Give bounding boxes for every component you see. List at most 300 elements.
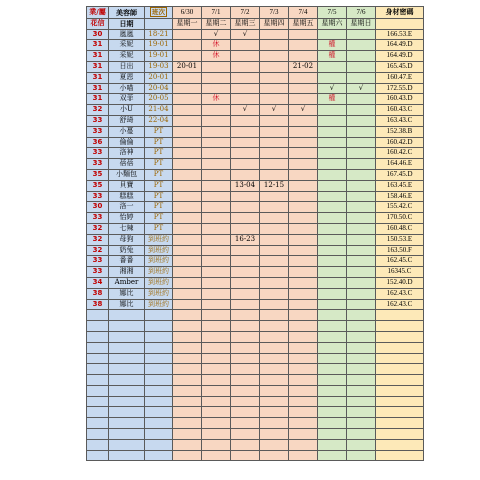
table-row	[87, 137, 424, 148]
shift-cell: 21-04	[145, 105, 173, 116]
weekday-3: 星期四	[260, 18, 289, 29]
day-cell	[202, 148, 231, 159]
day-cell: 權	[318, 40, 347, 51]
day-cell	[231, 94, 260, 105]
day-cell	[318, 29, 347, 40]
measure-cell: 158.46.E	[376, 191, 424, 202]
empty-cell	[347, 331, 376, 342]
empty-cell	[260, 353, 289, 364]
empty-cell	[376, 396, 424, 407]
measure-cell: 162.43.C	[376, 299, 424, 310]
day-cell	[347, 40, 376, 51]
day-cell	[318, 180, 347, 191]
day-cell	[347, 299, 376, 310]
measure-cell: 160.43.C	[376, 105, 424, 116]
day-cell	[318, 72, 347, 83]
day-cell	[318, 61, 347, 72]
stylist-name-cell: 奶兔	[109, 245, 145, 256]
day-cell	[347, 169, 376, 180]
day-cell	[347, 126, 376, 137]
empty-cell	[145, 429, 173, 440]
seniority-cell: 32	[87, 245, 109, 256]
stylist-name-cell: 采妮	[109, 51, 145, 62]
empty-cell	[202, 418, 231, 429]
day-cell	[289, 159, 318, 170]
empty-cell	[202, 342, 231, 353]
empty-cell	[145, 450, 173, 461]
shift-cell: 到班約	[145, 245, 173, 256]
empty-cell	[376, 375, 424, 386]
measure-cell: 162.45.C	[376, 256, 424, 267]
date-6: 7/6	[347, 7, 376, 19]
date-3: 7/3	[260, 7, 289, 19]
stylist-name-cell: 糕糕	[109, 191, 145, 202]
day-cell	[289, 223, 318, 234]
empty-row	[87, 418, 424, 429]
empty-row	[87, 310, 424, 321]
empty-cell	[347, 450, 376, 461]
seniority-cell: 30	[87, 202, 109, 213]
empty-row	[87, 331, 424, 342]
day-cell	[173, 105, 202, 116]
table-row	[87, 256, 424, 267]
empty-cell	[145, 342, 173, 353]
day-cell	[260, 137, 289, 148]
seniority-cell: 32	[87, 234, 109, 245]
day-cell	[289, 267, 318, 278]
shift-cell: 到班約	[145, 277, 173, 288]
table-row	[87, 223, 424, 234]
day-cell	[289, 277, 318, 288]
empty-cell	[145, 364, 173, 375]
empty-cell	[202, 385, 231, 396]
day-cell	[202, 267, 231, 278]
day-cell	[318, 115, 347, 126]
table-row	[87, 115, 424, 126]
day-cell	[347, 202, 376, 213]
empty-cell	[376, 331, 424, 342]
day-cell	[231, 148, 260, 159]
date-5: 7/5	[318, 7, 347, 19]
measure-cell: 172.55.D	[376, 83, 424, 94]
empty-cell	[145, 375, 173, 386]
day-cell	[289, 191, 318, 202]
table-row	[87, 148, 424, 159]
empty-cell	[109, 321, 145, 332]
day-cell	[202, 288, 231, 299]
day-cell	[318, 223, 347, 234]
day-cell	[202, 299, 231, 310]
empty-cell	[231, 407, 260, 418]
empty-cell	[202, 364, 231, 375]
day-cell	[347, 94, 376, 105]
table-row	[87, 169, 424, 180]
shift-cell: 20-05	[145, 94, 173, 105]
empty-cell	[173, 321, 202, 332]
day-cell	[202, 191, 231, 202]
day-cell	[173, 267, 202, 278]
empty-cell	[87, 396, 109, 407]
table-row	[87, 126, 424, 137]
empty-cell	[260, 385, 289, 396]
empty-cell	[145, 439, 173, 450]
empty-cell	[318, 364, 347, 375]
table-row	[87, 83, 424, 94]
empty-row	[87, 396, 424, 407]
seniority-cell: 33	[87, 256, 109, 267]
day-cell	[231, 202, 260, 213]
table-row	[87, 159, 424, 170]
shift-cell: PT	[145, 137, 173, 148]
empty-cell	[202, 439, 231, 450]
empty-cell	[347, 407, 376, 418]
date-2: 7/2	[231, 7, 260, 19]
day-cell	[260, 126, 289, 137]
empty-cell	[289, 407, 318, 418]
day-cell	[173, 191, 202, 202]
empty-cell	[109, 364, 145, 375]
empty-cell	[376, 353, 424, 364]
empty-cell	[173, 407, 202, 418]
day-cell	[202, 126, 231, 137]
stylist-name-cell: 双菲	[109, 94, 145, 105]
shift-cell: PT	[145, 169, 173, 180]
empty-cell	[173, 396, 202, 407]
seniority-cell: 33	[87, 159, 109, 170]
empty-cell	[231, 396, 260, 407]
day-cell	[231, 223, 260, 234]
day-cell	[173, 245, 202, 256]
day-cell	[173, 115, 202, 126]
empty-cell	[376, 342, 424, 353]
empty-cell	[145, 310, 173, 321]
day-cell	[347, 29, 376, 40]
table-row	[87, 288, 424, 299]
seniority-cell: 32	[87, 105, 109, 116]
measure-cell: 167.45.D	[376, 169, 424, 180]
measure-cell: 160.47.E	[376, 72, 424, 83]
empty-cell	[289, 439, 318, 450]
empty-cell	[231, 364, 260, 375]
day-cell	[318, 267, 347, 278]
empty-cell	[260, 429, 289, 440]
date-1: 7/1	[202, 7, 231, 19]
day-cell	[260, 29, 289, 40]
table-row	[87, 94, 424, 105]
stylist-name-cell: 洛神	[109, 148, 145, 159]
day-cell	[318, 126, 347, 137]
shift-cell: 18-21	[145, 29, 173, 40]
seniority-cell: 35	[87, 180, 109, 191]
day-cell	[173, 137, 202, 148]
day-cell: 休	[202, 40, 231, 51]
measure-cell: 160.42.C	[376, 148, 424, 159]
day-cell	[260, 299, 289, 310]
empty-cell	[145, 321, 173, 332]
day-cell	[231, 245, 260, 256]
empty-cell	[109, 353, 145, 364]
seniority-cell: 32	[87, 223, 109, 234]
empty-cell	[87, 342, 109, 353]
measure-cell: 170.50.C	[376, 213, 424, 224]
empty-cell	[260, 450, 289, 461]
day-cell	[289, 213, 318, 224]
day-cell: √	[318, 83, 347, 94]
day-cell	[173, 94, 202, 105]
day-cell	[260, 213, 289, 224]
empty-cell	[202, 429, 231, 440]
header-shift-label: 班次	[152, 8, 165, 16]
day-cell	[347, 213, 376, 224]
seniority-cell: 31	[87, 61, 109, 72]
weekday-4: 星期五	[289, 18, 318, 29]
day-cell	[202, 202, 231, 213]
day-cell	[202, 223, 231, 234]
day-cell	[173, 51, 202, 62]
empty-cell	[231, 321, 260, 332]
day-cell	[318, 277, 347, 288]
day-cell	[231, 72, 260, 83]
day-cell	[318, 299, 347, 310]
shift-cell: 19-01	[145, 40, 173, 51]
day-cell	[347, 191, 376, 202]
empty-cell	[202, 450, 231, 461]
shift-cell: 到班約	[145, 267, 173, 278]
empty-cell	[376, 321, 424, 332]
seniority-cell: 33	[87, 148, 109, 159]
seniority-cell: 30	[87, 29, 109, 40]
day-cell	[173, 223, 202, 234]
seniority-cell: 33	[87, 191, 109, 202]
day-cell	[260, 277, 289, 288]
day-cell	[260, 94, 289, 105]
day-cell	[347, 256, 376, 267]
shift-cell: 到班約	[145, 234, 173, 245]
day-cell	[347, 159, 376, 170]
day-cell	[289, 40, 318, 51]
day-cell	[173, 277, 202, 288]
empty-cell	[109, 310, 145, 321]
day-cell	[260, 256, 289, 267]
empty-cell	[376, 418, 424, 429]
measure-cell: 152.40.D	[376, 277, 424, 288]
header-seniority-2: 花信	[87, 18, 109, 29]
day-cell	[173, 83, 202, 94]
day-cell	[260, 61, 289, 72]
empty-cell	[289, 321, 318, 332]
empty-row	[87, 364, 424, 375]
table-row	[87, 213, 424, 224]
day-cell	[289, 72, 318, 83]
day-cell	[173, 213, 202, 224]
empty-cell	[260, 418, 289, 429]
empty-cell	[289, 429, 318, 440]
day-cell	[260, 245, 289, 256]
measure-cell: 164.46.E	[376, 159, 424, 170]
day-cell	[347, 223, 376, 234]
seniority-cell: 35	[87, 169, 109, 180]
empty-cell	[318, 429, 347, 440]
day-cell	[318, 148, 347, 159]
day-cell	[231, 191, 260, 202]
shift-cell: PT	[145, 191, 173, 202]
table-row	[87, 245, 424, 256]
day-cell	[260, 202, 289, 213]
day-cell	[260, 51, 289, 62]
day-cell	[173, 169, 202, 180]
day-cell	[231, 267, 260, 278]
empty-cell	[347, 439, 376, 450]
empty-cell	[145, 407, 173, 418]
empty-cell	[260, 331, 289, 342]
empty-cell	[109, 375, 145, 386]
day-cell	[173, 29, 202, 40]
empty-cell	[318, 321, 347, 332]
empty-cell	[289, 342, 318, 353]
seniority-cell: 31	[87, 51, 109, 62]
day-cell	[231, 277, 260, 288]
table-row	[87, 51, 424, 62]
shift-cell: 19-03	[145, 61, 173, 72]
empty-cell	[376, 407, 424, 418]
schedule-table	[86, 6, 424, 461]
stylist-name-cell: 娜比	[109, 299, 145, 310]
empty-cell	[202, 353, 231, 364]
day-cell	[318, 137, 347, 148]
empty-cell	[231, 439, 260, 450]
empty-cell	[376, 450, 424, 461]
day-cell: 16-23	[231, 234, 260, 245]
day-cell	[347, 180, 376, 191]
day-cell	[260, 83, 289, 94]
day-cell	[289, 180, 318, 191]
table-row	[87, 29, 424, 40]
day-cell	[202, 277, 231, 288]
day-cell	[289, 51, 318, 62]
day-cell	[202, 72, 231, 83]
empty-cell	[87, 418, 109, 429]
header-measure: 身材密碼	[376, 7, 424, 19]
day-cell	[289, 202, 318, 213]
empty-cell	[289, 353, 318, 364]
table-row	[87, 299, 424, 310]
shift-cell: 到班約	[145, 299, 173, 310]
empty-cell	[202, 331, 231, 342]
day-cell: √	[260, 105, 289, 116]
stylist-name-cell: 貝寶	[109, 180, 145, 191]
day-cell	[260, 40, 289, 51]
empty-cell	[109, 396, 145, 407]
empty-cell	[231, 429, 260, 440]
day-cell	[231, 51, 260, 62]
day-cell	[347, 245, 376, 256]
empty-row	[87, 439, 424, 450]
day-cell	[260, 288, 289, 299]
day-cell	[318, 256, 347, 267]
empty-cell	[318, 353, 347, 364]
day-cell	[260, 159, 289, 170]
empty-cell	[173, 418, 202, 429]
day-cell	[347, 234, 376, 245]
day-cell	[173, 256, 202, 267]
empty-cell	[289, 418, 318, 429]
empty-cell	[173, 375, 202, 386]
day-cell	[347, 72, 376, 83]
shift-cell: PT	[145, 159, 173, 170]
day-cell: 21-02	[289, 61, 318, 72]
empty-cell	[347, 353, 376, 364]
measure-cell: 162.43.C	[376, 288, 424, 299]
day-cell	[202, 105, 231, 116]
measure-cell: 166.53.E	[376, 29, 424, 40]
shift-cell: 到班約	[145, 256, 173, 267]
empty-cell	[347, 396, 376, 407]
stylist-name-cell: 小蔓	[109, 126, 145, 137]
empty-cell	[87, 407, 109, 418]
empty-cell	[260, 310, 289, 321]
day-cell	[202, 83, 231, 94]
day-cell	[289, 148, 318, 159]
day-cell	[318, 169, 347, 180]
empty-cell	[202, 310, 231, 321]
measure-cell: 160.48.C	[376, 223, 424, 234]
day-cell: √	[231, 29, 260, 40]
day-cell	[231, 299, 260, 310]
day-cell	[289, 126, 318, 137]
empty-cell	[87, 429, 109, 440]
empty-cell	[260, 407, 289, 418]
table-row	[87, 234, 424, 245]
table-row	[87, 72, 424, 83]
shift-cell: PT	[145, 180, 173, 191]
empty-cell	[260, 342, 289, 353]
day-cell: √	[347, 83, 376, 94]
day-cell	[289, 245, 318, 256]
day-cell	[231, 40, 260, 51]
empty-cell	[289, 331, 318, 342]
day-cell	[347, 105, 376, 116]
header-shift	[145, 7, 173, 19]
measure-cell: 165.45.D	[376, 61, 424, 72]
day-cell	[173, 202, 202, 213]
empty-cell	[376, 385, 424, 396]
day-cell	[347, 137, 376, 148]
empty-cell	[145, 331, 173, 342]
stylist-name-cell: 洛一	[109, 202, 145, 213]
seniority-cell: 38	[87, 299, 109, 310]
empty-cell	[347, 385, 376, 396]
measure-cell: 163.45.E	[376, 180, 424, 191]
empty-cell	[87, 353, 109, 364]
day-cell	[202, 213, 231, 224]
day-cell	[347, 61, 376, 72]
day-cell	[231, 213, 260, 224]
seniority-cell: 33	[87, 267, 109, 278]
day-cell	[260, 191, 289, 202]
stylist-name-cell: 小U	[109, 105, 145, 116]
day-cell: 20-01	[173, 61, 202, 72]
shift-cell: 20-01	[145, 72, 173, 83]
empty-cell	[318, 385, 347, 396]
empty-cell	[318, 439, 347, 450]
table-row	[87, 180, 424, 191]
table-row	[87, 191, 424, 202]
header-row-dates	[87, 7, 424, 19]
shift-cell: 22-04	[145, 115, 173, 126]
day-cell	[202, 180, 231, 191]
table-row	[87, 277, 424, 288]
empty-cell	[289, 450, 318, 461]
